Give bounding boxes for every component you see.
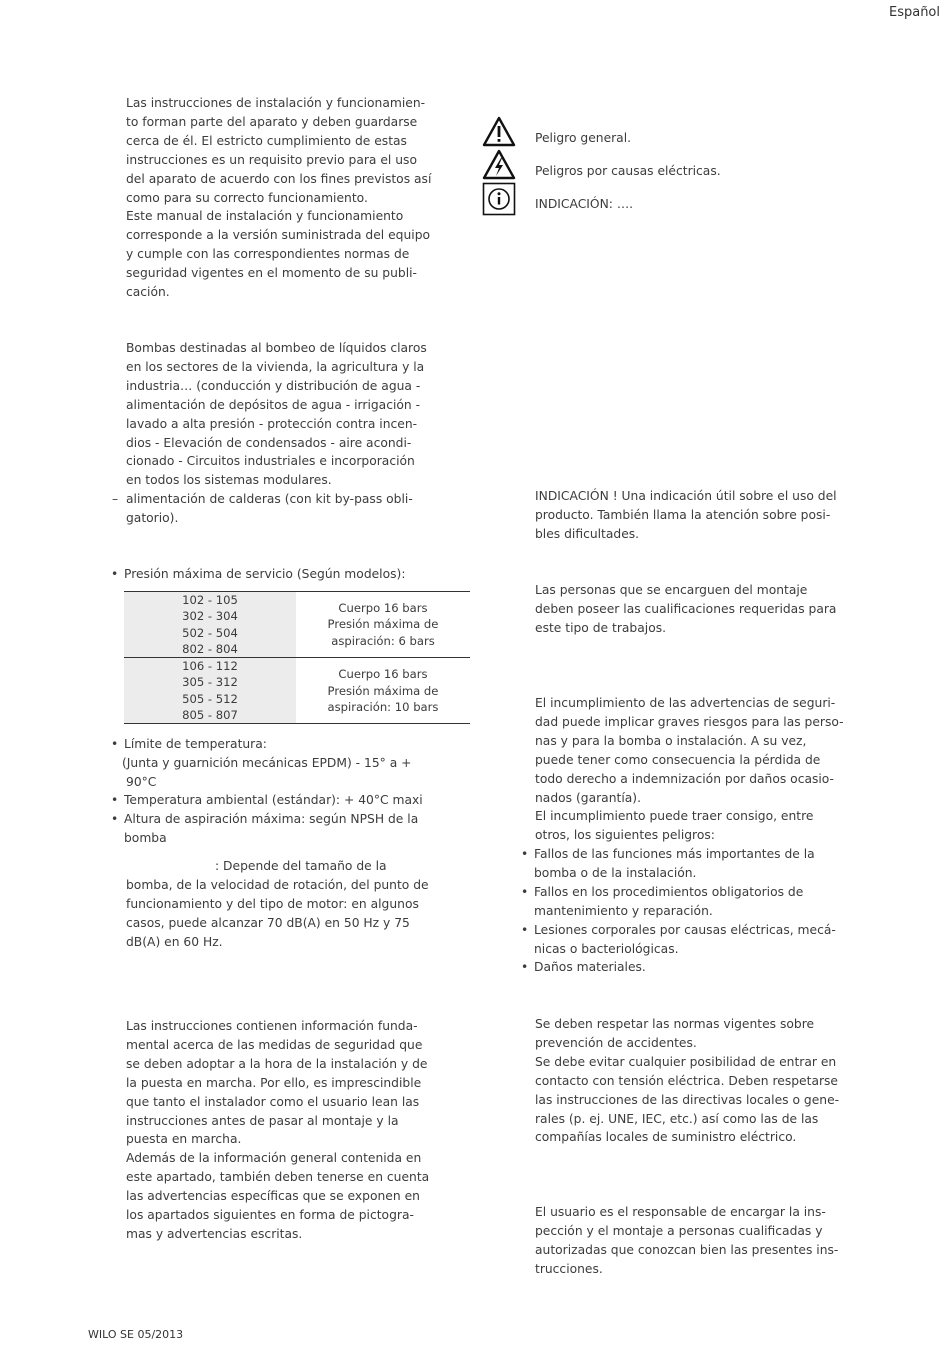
bullet-marker: • [111, 567, 119, 581]
warning-triangle-icon [482, 116, 516, 148]
bullet-marker: • [521, 847, 529, 861]
symbol-label-electrical: Peligros por causas eléctricas. [535, 164, 721, 178]
bullet-marker: • [111, 812, 119, 826]
uses-dash-text: alimentación de calderas (con kit by-pass obli- gatorio). [126, 492, 413, 525]
table-row [124, 592, 470, 658]
temperature-bullet-text: Límite de temperatura: [124, 737, 267, 751]
bullet-marker: • [521, 885, 529, 899]
table-row [124, 658, 470, 724]
spec-cell: Cuerpo 16 bars Presión máxima de aspiración: 10 bars [296, 658, 470, 724]
risk-bullet-text: Fallos de las funciones más importantes de la bomba o de la instalación. [534, 847, 815, 880]
models-cell: 102 - 105 302 - 304 502 - 504 802 - 804 [124, 592, 296, 658]
bullet-marker: • [521, 960, 529, 974]
symbol-label-info: INDICACIÓN: …. [535, 197, 634, 211]
risks-paragraph: El incumplimiento de las advertencias de seguri- dad puede implicar graves riesgos para las perso- nas y para la bomba o instalación. A su vez, puede tener como consecuencia la pérdida de todo derecho a indemnización por daños ocasio- nados (garantía). El incumplimiento puede traer consigo, entre otros, los siguientes peligros: [535, 696, 844, 843]
temperature-detail-2: 90°C [126, 775, 157, 789]
noise-lead: : Depende del tamaño de la [215, 859, 387, 873]
bullet-marker: • [111, 737, 119, 751]
safety-paragraph: Las instrucciones contienen información funda- mental acerca de las medidas de seguridad que se deben adoptar a la hora de la instalación y de la puesta en marcha. Por ello, es imprescindible que tanto el instalador como el usuario lean las instrucciones antes de pasar al montaje y la puesta en marcha. Además de la información general contenida en este apartado, también deben tenerse en cuenta las advertencias específicas que se exponen en los apartados siguientes en forma de pictogra- mas y advertencias escritas. [126, 1019, 430, 1241]
user-paragraph: El usuario es el responsable de encargar la ins- pección y el montaje a personas cualificadas y autorizadas que conozcan bien las presentes ins- trucciones. [535, 1205, 839, 1276]
suction-bullet-text: Altura de aspiración máxima: según NPSH de la bomba [124, 812, 419, 845]
bullet-marker: • [521, 923, 529, 937]
symbol-label-general: Peligro general. [535, 131, 632, 145]
electrical-hazard-icon [482, 149, 516, 181]
risk-bullet-text: Fallos en los procedimientos obligatorios de mantenimiento y reparación. [534, 885, 804, 918]
ambient-bullet-text: Temperatura ambiental (estándar): + 40°C maxi [124, 793, 423, 807]
intro-paragraph: Las instrucciones de instalación y funcionamien- to forman parte del aparato y deben guardarse cerca de él. El estricto cumplimiento de estas instrucciones es un requisito previo para el uso del aparato de acuerdo con los fines previstos así como para su correcto funcionamiento. Este manual de instalación y funcionamiento corresponde a la versión suministrada del equipo y cumple con las correspondientes normas de seguridad vigentes en el momento de su publi- cación. [126, 96, 432, 300]
risk-bullet-text: Daños materiales. [534, 960, 646, 974]
dash-marker: – [112, 492, 119, 506]
models-cell: 106 - 112 305 - 312 505 - 512 805 - 807 [124, 658, 296, 724]
footer-text: WILO SE 05/2013 [88, 1328, 184, 1341]
noise-paragraph: bomba, de la velocidad de rotación, del punto de funcionamiento y del tipo de motor: en algunos casos, puede alcanzar 70 dB(A) en 50 Hz y 75 dB(A) en 60 Hz. [126, 878, 429, 949]
uses-paragraph: Bombas destinadas al bombeo de líquidos claros en los sectores de la vivienda, la agricultura y la industria… (conducción y distribución de agua - alimentación de depósitos de agua - irrigación - lavado a alta presión - protección contra incen- dios - Elevación de condensados - aire acondi- cionado - Circuitos industriales e incorporación en todos los sistemas modulares. [126, 341, 427, 488]
info-icon [482, 182, 516, 214]
prevention-paragraph: Se deben respetar las normas vigentes sobre prevención de accidentes. Se debe evitar cualquier posibilidad de entrar en contacto con tensión eléctrica. Deben respetarse las instrucciones de las directivas locales o gene- rales (p. ej. UNE, IEC, etc.) así como las de las compañías locales de suministro eléctrico. [535, 1017, 840, 1145]
risk-bullet-text: Lesiones corporales por causas eléctricas, mecá- nicas o bacteriológicas. [534, 923, 836, 956]
indicacion-paragraph: INDICACIÓN ! Una indicación útil sobre el uso del producto. También llama la atención sobre posi- bles dificultades. [535, 489, 837, 541]
language-label: Español [888, 5, 940, 20]
pressure-table [124, 591, 470, 724]
qualification-paragraph: Las personas que se encarguen del montaje deben poseer las cualificaciones requeridas para este tipo de trabajos. [535, 583, 837, 635]
bullet-marker: • [111, 793, 119, 807]
temperature-detail: (Junta y guarnición mecánicas EPDM) - 15° a + [122, 756, 412, 770]
spec-cell: Cuerpo 16 bars Presión máxima de aspiración: 6 bars [296, 592, 470, 658]
pressure-bullet-text: Presión máxima de servicio (Según modelos): [124, 567, 406, 581]
